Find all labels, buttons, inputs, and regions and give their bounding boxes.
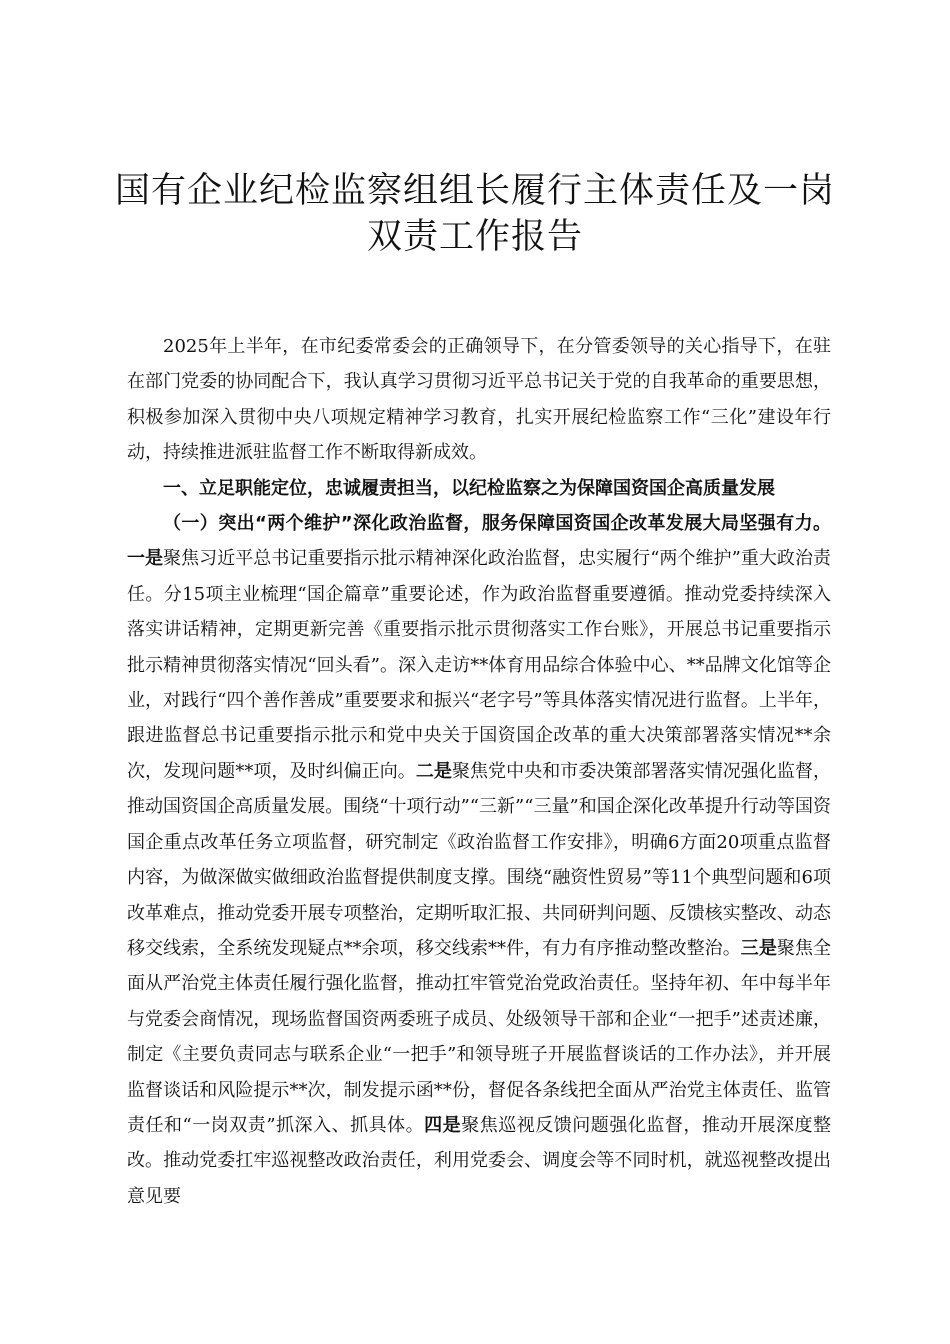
point-text-1: 聚焦习近平总书记重要指示批示精神深化政治监督，忠实履行“两个维护”重大政治责任。分15项主业梳理“国企篇章”重要论述，作为政治监督重要遵循。推动党委持续深入落实讲话精神，定期更新完善《重要指示批示贯彻落实工作台账》，开展总书记重要指示批示精神贯彻落实情况“回头看”。深入走访**体育用品综合体验中心、**品牌文化馆等企业，对践行“四个善作善成”重要要求和振兴“老字号”等具体落实情况进行监督。上半年，跟进监督总书记重要指示批示和党中央关于国资国企改革的重大决策部署落实情况**余次，发现问题**项，及时纠偏正向。: [127, 548, 832, 782]
point-text-4: 聚焦巡视反馈问题强化监督，推动开展深度整改。推动党委扛牢巡视整改政治责任，利用党委会、调度会等不同时机，就巡视整改提出意见要: [127, 1114, 831, 1207]
subsection-heading-1: （一）突出“两个维护”深化政治监督，服务保障国资国企改革发展大局坚强有力。: [163, 513, 831, 535]
subsection-paragraph-1: [127, 506, 831, 1214]
document-body: [127, 329, 831, 1214]
section-heading-1: 一、立足职能定位，忠诚履责担当，以纪检监察之为保障国资国企高质量发展: [163, 477, 775, 499]
point-text-3: 聚焦全面从严治党主体责任履行强化监督，推动扛牢管党治党政治责任。坚持年初、年中每半年与党委会商情况，现场监督国资两委班子成员、处级领导干部和企业“一把手”述责述廉，制定《主要负责同志与联系企业“一把手”和领导班子开展监督谈话的工作办法》，并开展监督谈话和风险提示**次，制发提示函**份，督促各条线把全面从严治党主体责任、监管责任和“一岗双责”抓深入、抓具体。: [127, 937, 832, 1136]
intro-paragraph: 2025年上半年，在市纪委常委会的正确领导下，在分管委领导的关心指导下，在驻在部门党委的协同配合下，我认真学习贯彻习近平总书记关于党的自我革命的重要思想，积极参加深入贯彻中央八项规定精神学习教育，扎实开展纪检监察工作“三化”建设年行动，持续推进派驻监督工作不断取得新成效。: [127, 336, 831, 464]
point-marker-4: 四是: [424, 1114, 462, 1136]
point-text-2: 聚焦党中央和市委决策部署落实情况强化监督，推动国资国企高质量发展。围绕“十项行动”“三新”“三量”和国企深化改革提升行动等国资国企重点改革任务立项监督，研究制定《政治监督工作安排》，明确6方面20项重点监督内容，为做深做实做细政治监督提供制度支撑。围绕“融资性贸易”等11个典型问题和6项改革难点，推动党委开展专项整治，定期听取汇报、共同研判问题、反馈核实整改、动态移交线索，全系统发现疑点**余项，移交线索**件，有力有序推动整改整治。: [127, 760, 832, 959]
point-marker-1: 一是: [127, 548, 164, 570]
point-marker-3: 三是: [740, 937, 777, 959]
point-marker-2: 二是: [415, 760, 452, 782]
document-title: 国有企业纪检监察组组长履行主体责任及一岗双责工作报告: [114, 171, 835, 257]
